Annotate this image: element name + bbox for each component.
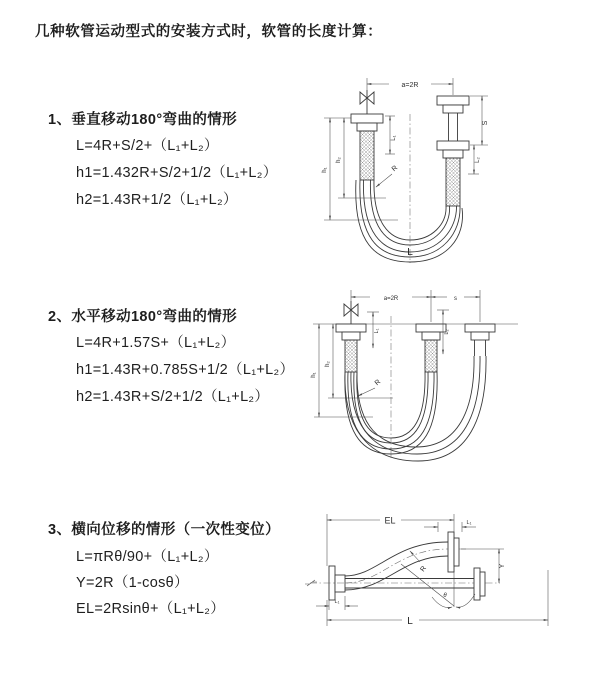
dim-s-label: s — [454, 296, 457, 302]
dim-h1-label: h₁ — [311, 372, 317, 378]
dim-l1-label: L₁ — [374, 328, 380, 334]
diagram-lateral-displacement — [298, 500, 600, 648]
dim-l1-label: L₁ — [391, 135, 397, 141]
diagram-vertical-180-bend — [310, 68, 600, 263]
diagram-horizontal-180-bend — [303, 280, 600, 465]
dimension-el — [327, 514, 454, 607]
section-3-formula-L: L=πRθ/90+（L₁+L₂） — [76, 549, 219, 565]
page-title: 几种软管运动型式的安装方式时，软管的长度计算： — [35, 24, 383, 40]
left-pipe-assembly — [336, 324, 366, 372]
dim-h2-label: h₂ — [336, 157, 342, 163]
dimension-l1 — [367, 312, 380, 348]
dim-l1-bottom-label: L₁ — [334, 599, 340, 605]
dim-a-2r-label: a=2R — [401, 82, 419, 89]
section-2-heading: 2、水平移动180°弯曲的情形 — [48, 309, 238, 325]
dim-s-label: S — [482, 120, 489, 126]
dimension-l2 — [468, 145, 481, 174]
dimension-l1 — [385, 116, 397, 154]
dim-h2-label: h₂ — [325, 361, 331, 367]
angle-theta-label: θ — [443, 593, 447, 599]
dim-h1-label: h₁ — [322, 167, 328, 173]
left-pipe-assembly — [351, 114, 383, 180]
dim-l-label: L — [407, 616, 413, 627]
radius-label: R — [419, 565, 429, 574]
dimension-s — [431, 296, 480, 302]
dim-l1-top-label: L₁ — [466, 520, 472, 526]
radius-callout — [376, 165, 399, 187]
hose-loop-displaced — [345, 356, 486, 461]
dim-a-2r-label: a=2R — [383, 296, 399, 302]
radius-label: R — [390, 164, 400, 174]
section-1-formula-L: L=4R+S/2+（L₁+L₂） — [76, 138, 219, 154]
dimension-l1-bottom — [316, 596, 358, 610]
right-pipe-assembly — [437, 96, 469, 206]
section-1-heading: 1、垂直移动180°弯曲的情形 — [48, 112, 238, 128]
dimension-s — [470, 96, 489, 145]
dim-el-label: EL — [384, 515, 396, 526]
original-pipe — [345, 568, 485, 600]
section-2-formula-h1: h1=1.43R+0.785S+1/2（L₁+L₂） — [76, 362, 295, 378]
section-3-heading: 3、横向位移的情形（一次性变位） — [48, 522, 280, 538]
middle-pipe-assembly — [416, 324, 446, 372]
section-1-formula-h2: h2=1.43R+1/2（L₁+L₂） — [76, 192, 238, 208]
section-2-formula-L: L=4R+1.57S+（L₁+L₂） — [76, 335, 236, 351]
dimension-a-2r — [351, 290, 480, 322]
dim-y-label: Y — [499, 563, 506, 569]
valve-icon — [344, 301, 358, 324]
dimension-l1-top — [424, 520, 476, 532]
dim-l2-label: L₂ — [444, 329, 450, 335]
dim-l2-label: L₂ — [475, 157, 481, 163]
section-3-formula-EL: EL=2Rsinθ+（L₁+L₂） — [76, 601, 226, 617]
valve-icon — [360, 90, 374, 114]
length-label: L — [407, 247, 413, 258]
section-1-formula-h1: h1=1.432R+S/2+1/2（L₁+L₂） — [76, 165, 278, 181]
dimension-a-2r — [367, 78, 453, 95]
displaced-flange — [448, 532, 459, 572]
section-2-formula-h2: h2=1.43R+S/2+1/2（L₁+L₂） — [76, 389, 270, 405]
section-3-formula-Y: Y=2R（1-cosθ） — [76, 575, 189, 591]
radius-label: R — [373, 378, 383, 388]
radius-callout — [358, 379, 382, 396]
shifted-pipe-assembly — [465, 324, 495, 356]
